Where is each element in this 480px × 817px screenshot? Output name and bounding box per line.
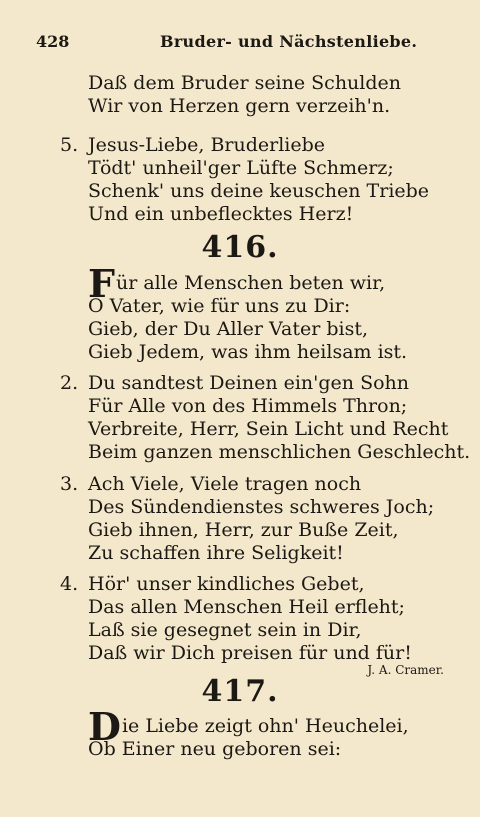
verse-line: Jesus-Liebe, Bruderliebe — [88, 134, 326, 156]
verse-line: Gieb, der Du Aller Vater bist, — [88, 318, 368, 340]
running-title: Bruder- und Nächstenliebe. — [160, 32, 418, 51]
verse-line: Für Alle von des Himmels Thron; — [88, 395, 408, 417]
drop-cap: D — [88, 704, 121, 749]
page-number: 428 — [36, 32, 70, 51]
verse-line: Laß sie gesegnet sein in Dir, — [88, 619, 362, 641]
verse-line: Daß dem Bruder seine Schulden — [88, 72, 402, 94]
verse-line: Verbreite, Herr, Sein Licht und Recht — [88, 418, 449, 440]
verse-line: Gieb ihnen, Herr, zur Buße Zeit, — [88, 519, 399, 541]
verse-line: Daß wir Dich preisen für und für! — [88, 642, 412, 664]
verse-line: Schenk' uns deine keuschen Triebe — [88, 180, 430, 202]
drop-cap: F — [88, 261, 115, 306]
verse-line: Tödt' unheil'ger Lüfte Schmerz; — [88, 157, 394, 179]
verse-line: Ach Viele, Viele tragen noch — [88, 473, 362, 495]
stanza-number: 4. — [60, 573, 79, 595]
stanza-number: 3. — [60, 473, 79, 495]
verse-line: Du sandtest Deinen ein'gen Sohn — [88, 372, 409, 394]
verse-line: Das allen Menschen Heil erfleht; — [88, 596, 405, 618]
verse-line-text: ür alle Menschen beten wir, — [115, 272, 386, 294]
verse-line: Zu schaffen ihre Seligkeit! — [88, 542, 344, 564]
verse-line: Beim ganzen menschlichen Geschlecht. — [88, 441, 471, 463]
stanza-number: 2. — [60, 372, 79, 394]
verse-line: Hör' unser kindliches Gebet, — [88, 573, 365, 595]
verse-line: Und ein unbeflecktes Herz! — [88, 203, 354, 225]
verse-line: Des Sündendienstes schweres Joch; — [88, 496, 435, 518]
verse-line: Gieb Jedem, was ihm heilsam ist. — [88, 341, 408, 363]
page-header — [36, 32, 444, 52]
author-attribution: J. A. Cramer. — [367, 663, 444, 677]
hymn-number: 417. — [201, 674, 279, 709]
verse-line: O Vater, wie für uns zu Dir: — [88, 295, 351, 317]
stanza-number: 5. — [60, 134, 79, 156]
verse-line-text: ie Liebe zeigt ohn' Heuchelei, — [121, 715, 409, 737]
verse-line: Wir von Herzen gern verzeih'n. — [88, 95, 391, 117]
hymn-number: 416. — [201, 230, 279, 265]
verse-line: Ob Einer neu geboren sei: — [88, 738, 342, 760]
